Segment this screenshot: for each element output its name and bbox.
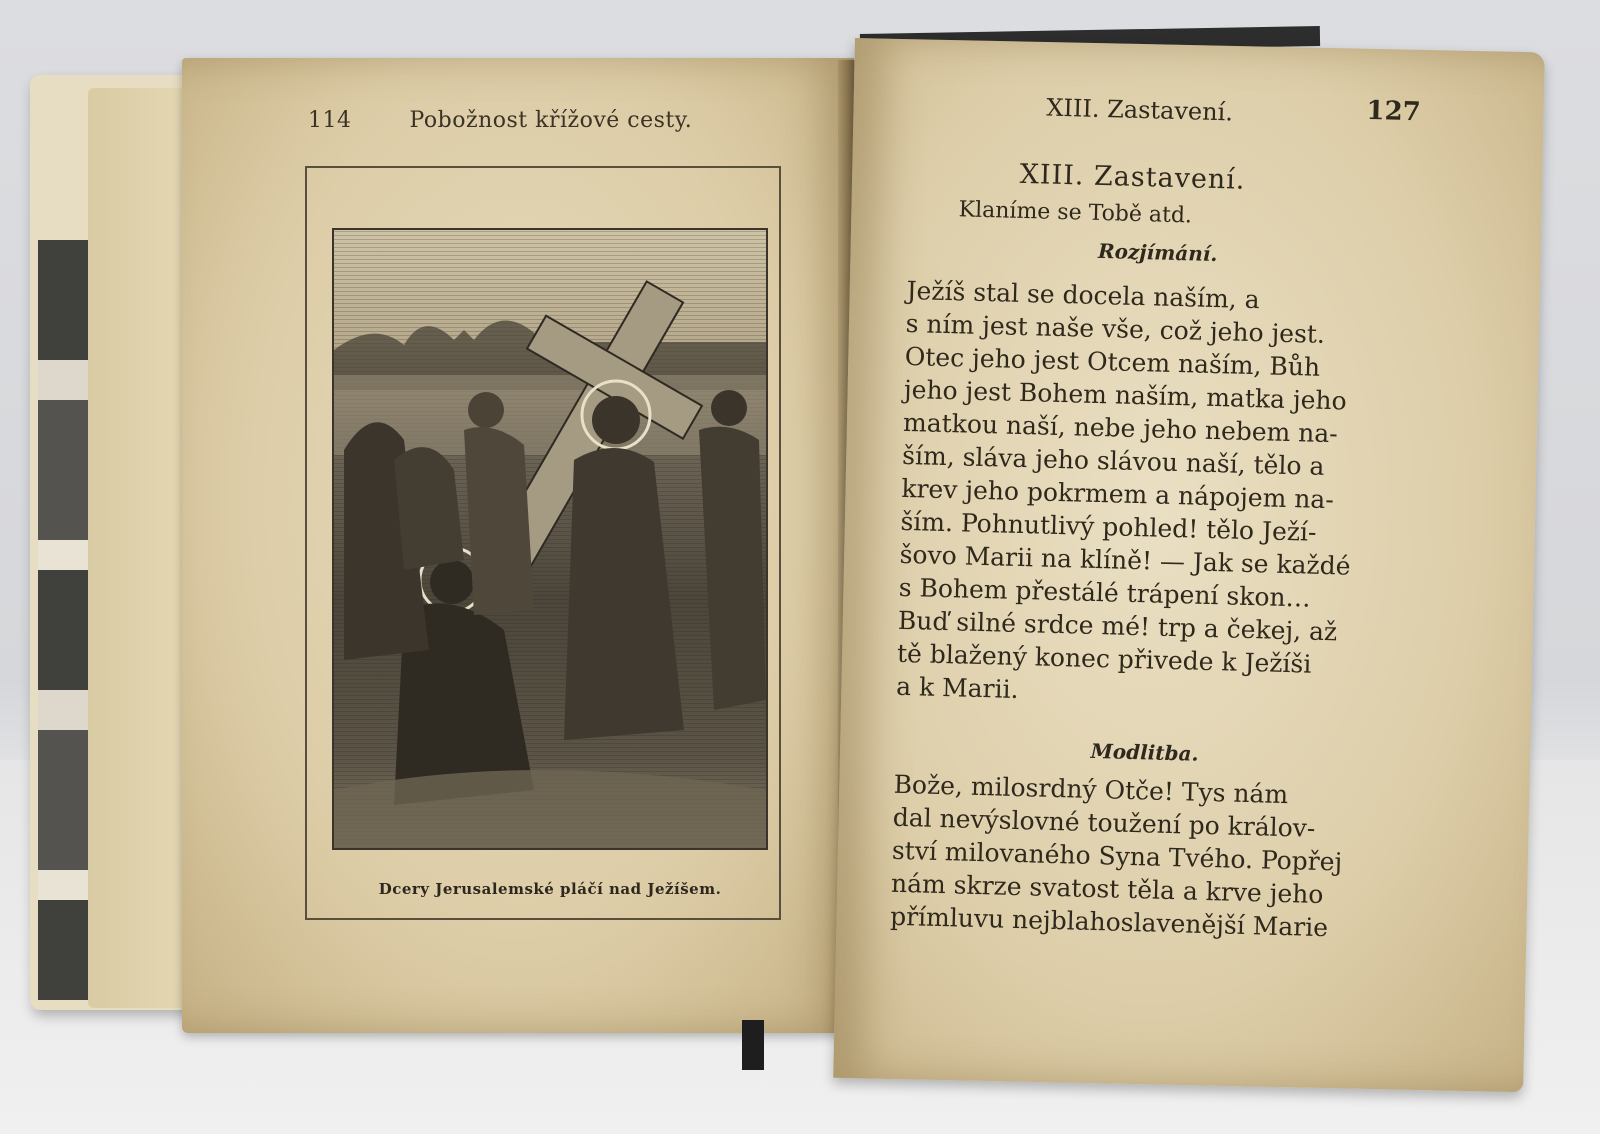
prayer-heading: Modlitba. [1090, 738, 1199, 766]
left-running-title: Pobožnost křížové cesty. [409, 108, 693, 133]
left-running-head [308, 108, 692, 133]
right-running-head: XIII. Zastavení. [1046, 93, 1234, 127]
prayer-text: Bože, milosrdný Otče! Tys nám dal nevýslovné toužení po králov- ství milovaného Syna Tvého. Popřej nám skrze svatost těla a krve jeho přímluvu nejblahoslavenější Marie [889, 769, 1343, 943]
worship-line: Klaníme se Tobě atd. [958, 197, 1193, 229]
engraving-illustration [332, 228, 768, 850]
bookmark-ribbon [742, 1020, 764, 1070]
meditation-text: Ježíš stal se docela naším, a s ním jest naše vše, což jeho jest. Otec jeho jest Otcem naším, Bůh jeho jest Bohem naším, matka jeho matkou naší, nebe jeho nebem na- ším, sláva jeho slávou naší, tělo a krev jeho pokrmem a nápojem na- ším. Pohnutlivý pohled! tělo Ježí- šovo Marii na klíně! — Jak se každé s Bohem přestálé trápení skon… Buď silné srdce mé! trp a čekej, až tě blažený konec přivede k Ježíši a k Marii. [895, 275, 1351, 704]
right-page-number: 127 [1366, 95, 1422, 128]
illustration-caption: Dcery Jerusalemské pláčí nad Ježíšem. [378, 880, 722, 898]
station-title: XIII. Zastavení. [1019, 158, 1246, 196]
meditation-heading: Rozjímání. [1097, 238, 1218, 267]
left-page-number: 114 [308, 108, 352, 133]
